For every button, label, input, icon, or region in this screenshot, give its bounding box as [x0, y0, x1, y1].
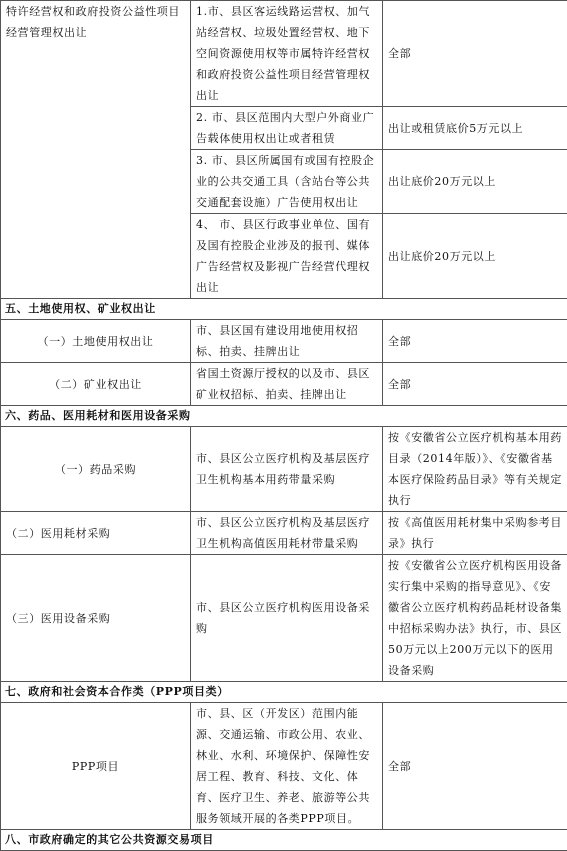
section-header-row [1, 830, 567, 851]
section-title: 五、土地使用权、矿业权出让 [1, 299, 567, 320]
scope-cell: 市、县区公立医疗机构及基层医疗卫生机构高值医用耗材带量采购 [191, 512, 383, 555]
table-row [1, 703, 567, 830]
item-name-cell: 特许经营权和政府投资公益性项目经营管理权出让 [1, 1, 191, 299]
item-name-cell: （一）药品采购 [1, 427, 191, 512]
limit-cell: 出让底价20万元以上 [383, 150, 567, 214]
item-name-cell: （一）土地使用权出让 [1, 320, 191, 363]
scope-cell: 1.市、县区客运线路运营权、加气站经营权、垃圾处置经营权、地下空间资源使用权等市属特许经营权和政府投资公益性项目经营管理权出让 [191, 1, 383, 107]
limit-cell: 按《高值医用耗材集中采购参考目录》执行 [383, 512, 567, 555]
scope-cell: 2. 市、县区范围内大型户外商业广告载体使用权出让或者租赁 [191, 107, 383, 150]
table-row [1, 555, 567, 682]
table-body [1, 1, 567, 851]
scope-cell: 市、县区公立医疗机构医用设备采购 [191, 555, 383, 682]
scope-cell: 3. 市、县区所属国有或国有控股企业的公共交通工具（含站台等公共交通配套设施）广告使用权出让 [191, 150, 383, 214]
section-title: 七、政府和社会资本合作类（PPP项目类） [1, 682, 567, 703]
scope-cell: 市、县区公立医疗机构及基层医疗卫生机构基本用药带量采购 [191, 427, 383, 512]
limit-cell: 全部 [383, 703, 567, 830]
item-name-cell: （二）医用耗材采购 [1, 512, 191, 555]
item-name-cell: （三）医用设备采购 [1, 555, 191, 682]
table-row [1, 427, 567, 512]
section-title: 六、药品、医用耗材和医用设备采购 [1, 406, 567, 427]
limit-cell: 全部 [383, 320, 567, 363]
section-title: 八、市政府确定的其它公共资源交易项目 [1, 830, 567, 851]
limit-cell: 出让底价20万元以上 [383, 214, 567, 299]
scope-cell: 市、县区国有建设用地使用权招标、拍卖、挂牌出让 [191, 320, 383, 363]
item-name-cell: （二）矿业权出让 [1, 363, 191, 406]
table-row [1, 512, 567, 555]
limit-cell: 全部 [383, 1, 567, 107]
limit-cell: 按《安徽省公立医疗机构医用设备实行集中采购的指导意见》、《安徽省公立医疗机构药品耗材设备集中招标采购办法》执行，市、县区50万元以上200万元以下的医用设备采购 [383, 555, 567, 682]
table-row [1, 320, 567, 363]
section-header-row [1, 406, 567, 427]
limit-cell: 按《安徽省公立医疗机构基本用药目录（2014年版）》、《安徽省基本医疗保险药品目录》等有关规定执行 [383, 427, 567, 512]
table-row [1, 1, 567, 107]
limit-cell: 全部 [383, 363, 567, 406]
item-name-cell: PPP项目 [1, 703, 191, 830]
limit-cell: 出让或租赁底价5万元以上 [383, 107, 567, 150]
section-header-row [1, 299, 567, 320]
scope-cell: 4、 市、县区行政事业单位、国有及国有控股企业涉及的报刊、媒体广告经营权及影视广告经营代理权出让 [191, 214, 383, 299]
section-header-row [1, 682, 567, 703]
table-row [1, 363, 567, 406]
scope-cell: 省国土资源厅授权的以及市、县区矿业权招标、拍卖、挂牌出让 [191, 363, 383, 406]
scope-cell: 市、县、区（开发区）范围内能源、交通运输、市政公用、农业、林业、水利、环境保护、保障性安居工程、教育、科技、文化、体育、医疗卫生、养老、旅游等公共服务领域开展的各类PPP项目。 [191, 703, 383, 830]
